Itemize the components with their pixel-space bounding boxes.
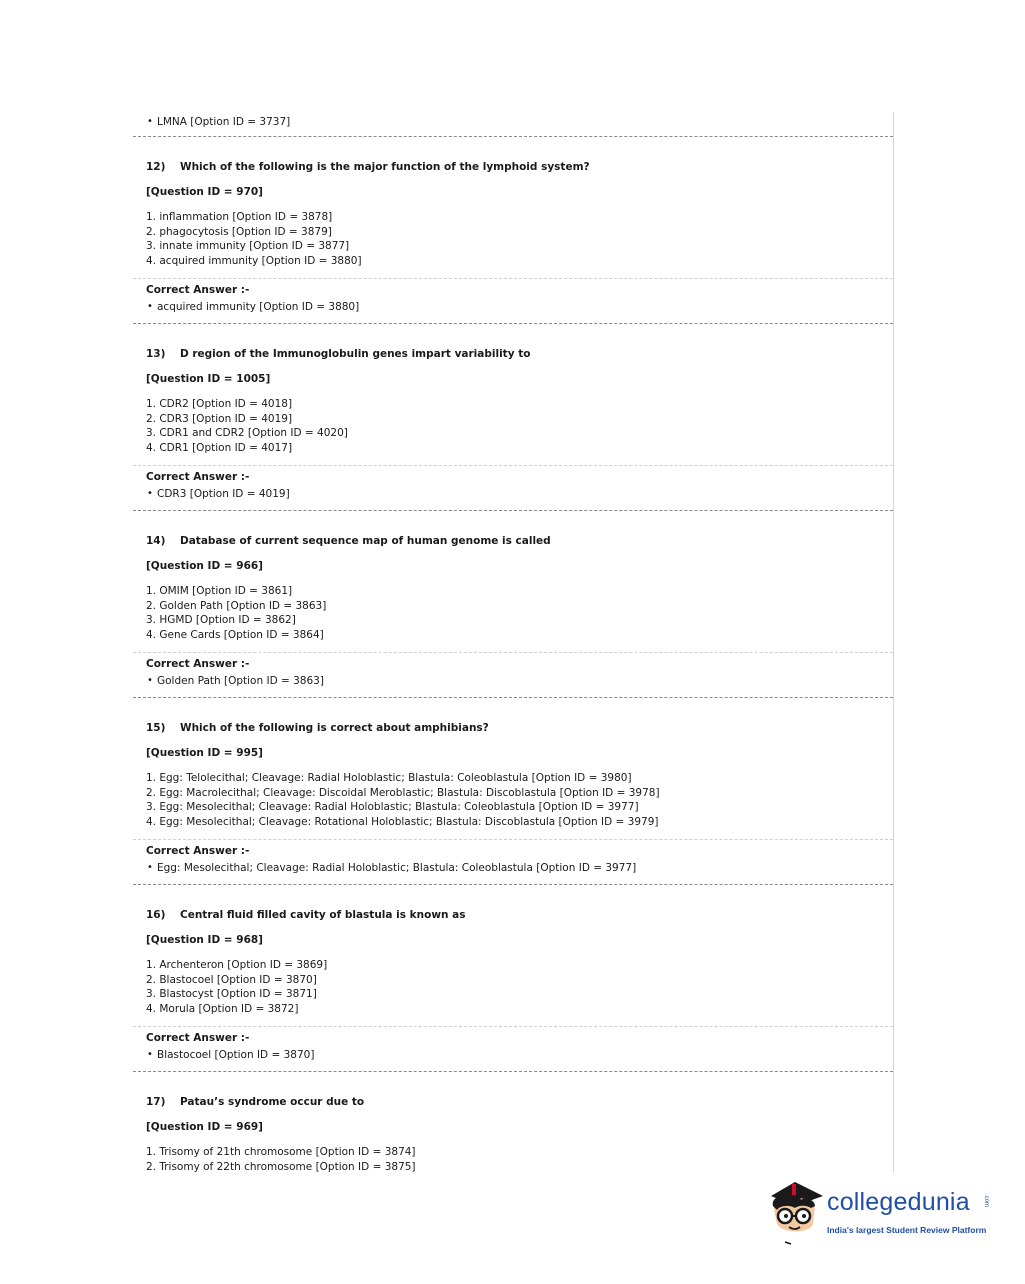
option-item: 3. CDR1 and CDR2 [Option ID = 4020] bbox=[146, 427, 348, 440]
correct-answer-text: Egg: Mesolecithal; Cleavage: Radial Holoblastic; Blastula: Coleoblastula [Option ID = 3977] bbox=[157, 862, 637, 874]
question-id: [Question ID = 966] bbox=[146, 560, 263, 572]
option-item: 4. Morula [Option ID = 3872] bbox=[146, 1002, 299, 1015]
question-block-15 bbox=[133, 698, 893, 885]
question-text: Central fluid filled cavity of blastula is known as bbox=[180, 909, 466, 921]
option-list bbox=[146, 771, 660, 829]
bullet-icon: • bbox=[147, 1049, 153, 1060]
option-item: 2. CDR3 [Option ID = 4019] bbox=[146, 412, 293, 425]
correct-answer-section bbox=[133, 652, 893, 698]
question-text: Which of the following is correct about amphibians? bbox=[180, 722, 489, 734]
option-list bbox=[146, 1145, 416, 1174]
option-item: 1. Trisomy of 21th chromosome [Option ID = 3874] bbox=[146, 1146, 416, 1158]
correct-answer-bullet bbox=[143, 674, 324, 688]
correct-answer-text: Blastocoel [Option ID = 3870] bbox=[157, 1049, 315, 1061]
question-text: Patau’s syndrome occur due to bbox=[180, 1096, 365, 1108]
option-item: 3. Egg: Mesolecithal; Cleavage: Radial Holoblastic; Blastula: Coleoblastula [Option ID = 3977] bbox=[146, 801, 639, 814]
option-item: 2. phagocytosis [Option ID = 3879] bbox=[146, 225, 332, 238]
question-text: Which of the following is the major function of the lymphoid system? bbox=[180, 161, 590, 173]
question-heading bbox=[146, 722, 489, 734]
correct-answer-bullet bbox=[143, 861, 636, 875]
option-item: 3. Blastocyst [Option ID = 3871] bbox=[146, 988, 317, 1001]
correct-answer-bullet bbox=[143, 487, 290, 501]
option-item: 4. Gene Cards [Option ID = 3864] bbox=[146, 628, 324, 641]
option-item: 4. Egg: Mesolecithal; Cleavage: Rotational Holoblastic; Blastula: Discoblastula [Option ID = 3979] bbox=[146, 815, 659, 828]
option-item: 2. Egg: Macrolecithal; Cleavage: Discoidal Meroblastic; Blastula: Discoblastula [Option ID = 3978] bbox=[146, 786, 660, 799]
option-item: 1. Egg: Telolecithal; Cleavage: Radial Holoblastic; Blastula: Coleoblastula [Option ID = 3980] bbox=[146, 772, 632, 784]
previous-answer-section bbox=[133, 112, 893, 137]
option-item: 3. innate immunity [Option ID = 3877] bbox=[146, 240, 350, 253]
option-item: 1. Archenteron [Option ID = 3869] bbox=[146, 959, 328, 971]
question-body bbox=[133, 698, 893, 839]
answer-bullet bbox=[143, 115, 290, 129]
logo-wordmark: collegedunia bbox=[827, 1188, 970, 1216]
question-id: [Question ID = 969] bbox=[146, 1121, 263, 1133]
mascot-icon bbox=[765, 1176, 827, 1246]
answer-text: LMNA [Option ID = 3737] bbox=[157, 116, 291, 128]
question-block-13 bbox=[133, 324, 893, 511]
correct-answer-label: Correct Answer :- bbox=[146, 658, 250, 670]
correct-answer-label: Correct Answer :- bbox=[146, 471, 250, 483]
question-number: 14) bbox=[146, 535, 166, 547]
question-number: 17) bbox=[146, 1096, 166, 1108]
correct-answer-bullet bbox=[143, 1048, 314, 1062]
question-heading bbox=[146, 1096, 364, 1108]
question-number: 16) bbox=[146, 909, 166, 921]
question-paper-page bbox=[133, 112, 894, 1172]
question-text: D region of the Immunoglobulin genes impart variability to bbox=[180, 348, 531, 360]
option-list bbox=[146, 397, 348, 455]
correct-answer-text: CDR3 [Option ID = 4019] bbox=[157, 488, 290, 500]
question-heading bbox=[146, 535, 551, 547]
option-item: 2. Golden Path [Option ID = 3863] bbox=[146, 599, 327, 612]
question-heading bbox=[146, 909, 465, 921]
question-heading bbox=[146, 348, 530, 360]
logo-suffix: .com bbox=[983, 1194, 989, 1208]
question-heading bbox=[146, 161, 590, 173]
question-block-12 bbox=[133, 137, 893, 324]
option-item: 2. Trisomy of 22th chromosome [Option ID = 3875] bbox=[146, 1160, 416, 1173]
correct-answer-text: acquired immunity [Option ID = 3880] bbox=[157, 301, 360, 313]
option-item: 4. CDR1 [Option ID = 4017] bbox=[146, 441, 293, 454]
question-block-17 bbox=[133, 1072, 893, 1177]
question-number: 13) bbox=[146, 348, 166, 360]
correct-answer-section bbox=[133, 839, 893, 885]
correct-answer-text: Golden Path [Option ID = 3863] bbox=[157, 675, 324, 687]
option-item: 1. CDR2 [Option ID = 4018] bbox=[146, 398, 293, 410]
question-body bbox=[133, 1072, 893, 1177]
correct-answer-section bbox=[133, 278, 893, 324]
option-list bbox=[146, 584, 326, 642]
question-id: [Question ID = 970] bbox=[146, 186, 263, 198]
bullet-icon: • bbox=[147, 862, 153, 873]
correct-answer-bullet bbox=[143, 300, 359, 314]
option-list bbox=[146, 210, 362, 268]
correct-answer-label: Correct Answer :- bbox=[146, 284, 250, 296]
option-item: 1. OMIM [Option ID = 3861] bbox=[146, 585, 293, 597]
correct-answer-section bbox=[133, 465, 893, 511]
question-body bbox=[133, 511, 893, 652]
question-text: Database of current sequence map of human genome is called bbox=[180, 535, 551, 547]
option-list bbox=[146, 958, 327, 1016]
correct-answer-label: Correct Answer :- bbox=[146, 845, 250, 857]
question-id: [Question ID = 1005] bbox=[146, 373, 271, 385]
correct-answer-label: Correct Answer :- bbox=[146, 1032, 250, 1044]
bullet-icon: • bbox=[147, 675, 153, 686]
question-number: 15) bbox=[146, 722, 166, 734]
bullet-icon: • bbox=[147, 301, 153, 312]
question-id: [Question ID = 968] bbox=[146, 934, 263, 946]
bullet-icon: • bbox=[147, 488, 153, 499]
correct-answer-section bbox=[133, 1026, 893, 1072]
logo-tagline: India's largest Student Review Platform bbox=[827, 1225, 987, 1235]
question-block-16 bbox=[133, 885, 893, 1072]
question-number: 12) bbox=[146, 161, 166, 173]
option-item: 3. HGMD [Option ID = 3862] bbox=[146, 614, 296, 627]
question-block-14 bbox=[133, 511, 893, 698]
option-item: 1. inflammation [Option ID = 3878] bbox=[146, 211, 333, 223]
bullet-icon: • bbox=[147, 116, 153, 127]
option-item: 4. acquired immunity [Option ID = 3880] bbox=[146, 254, 362, 267]
option-item: 2. Blastocoel [Option ID = 3870] bbox=[146, 973, 317, 986]
question-body bbox=[133, 324, 893, 465]
collegedunia-logo bbox=[765, 1176, 995, 1246]
question-id: [Question ID = 995] bbox=[146, 747, 263, 759]
question-body bbox=[133, 137, 893, 278]
question-body bbox=[133, 885, 893, 1026]
